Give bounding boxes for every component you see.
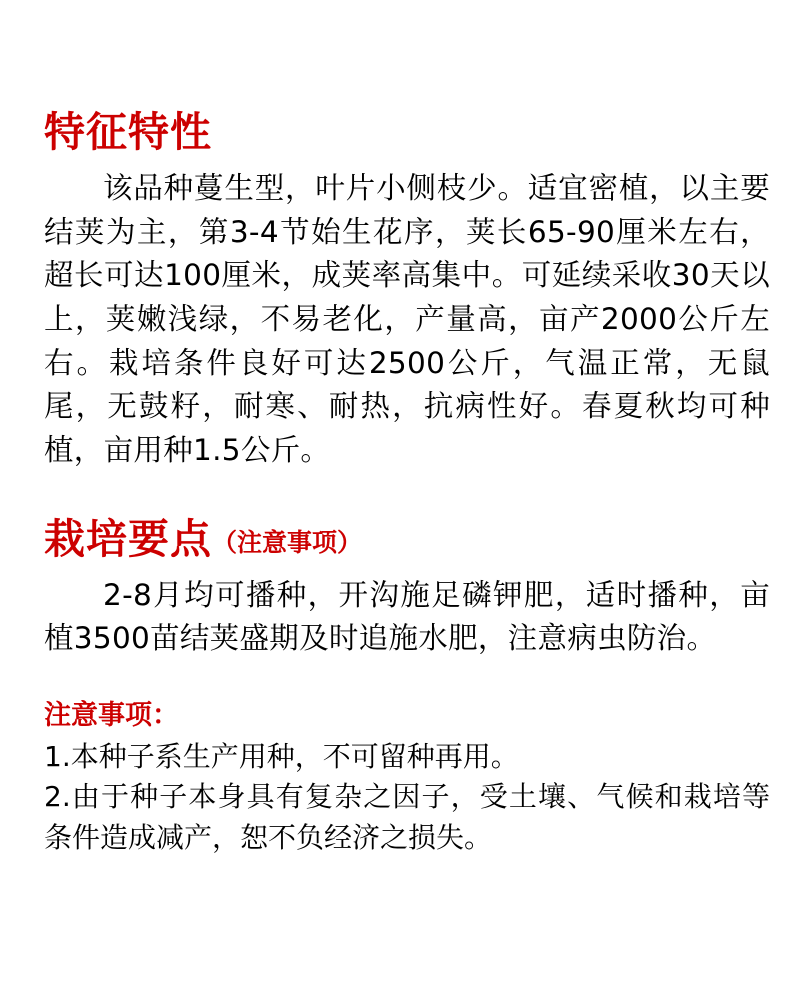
section-cultivation xyxy=(44,514,770,661)
section-characteristics-paragraph: 该品种蔓生型，叶片小侧枝少。适宜密植，以主要结荚为主，第3-4节始生花序，荚长65-90厘米左右，超长可达100厘米，成荚率高集中。可延续采收30天以上，荚嫩浅绿，不易老化，产量高，亩产2000公斤左右。栽培条件良好可达2500公斤，气温正常，无鼠尾，无鼓籽，耐寒、耐热，抗病性好。春夏秋均可种植，亩用种1.5公斤。 xyxy=(44,171,770,467)
note-line-2: 2.由于种子本身具有复杂之因子，受土壤、气候和栽培等条件造成减产，恕不负经济之损失。 xyxy=(44,780,770,854)
spacer-after-cultivation xyxy=(44,661,770,701)
spacer-after-characteristics xyxy=(44,473,770,519)
section-cultivation-paragraph: 2-8月均可播种，开沟施足磷钾肥，适时播种，亩植3500苗结荚盛期及时追施水肥，注意病虫防治。 xyxy=(44,577,770,656)
section-characteristics xyxy=(44,108,770,473)
section-characteristics-heading: 特征特性 xyxy=(44,108,212,156)
section-notes xyxy=(44,701,770,858)
section-cultivation-heading xyxy=(44,514,770,563)
note-line-1: 1.本种子系生产用种，不可留种再用。 xyxy=(44,739,519,773)
section-notes-heading: 注意事项： xyxy=(44,699,179,731)
section-cultivation-heading-suffix: （注意事项） xyxy=(212,527,363,557)
section-cultivation-heading-main: 栽培要点 xyxy=(44,514,212,563)
